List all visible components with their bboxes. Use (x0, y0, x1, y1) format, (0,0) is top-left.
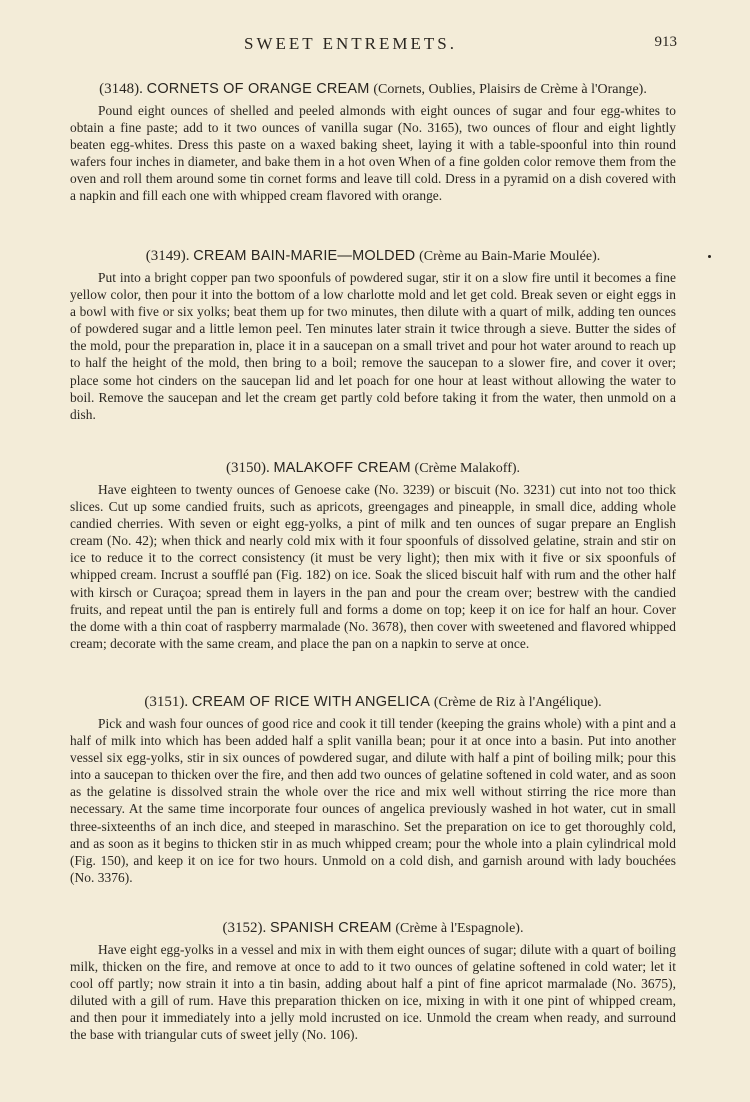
recipe-heading (70, 80, 676, 99)
recipe-heading (70, 459, 676, 478)
recipe-3151 (70, 693, 676, 886)
recipe-french-name: (Cornets, Oublies, Plaisirs de Crème à l'Orange). (373, 82, 647, 97)
recipe-number: (3152). (222, 920, 267, 936)
recipe-heading (70, 693, 676, 712)
recipe-body: Pound eight ounces of shelled and peeled almonds with eight ounces of sugar and four egg-whites to obtain a fine paste; add to it two ounces of vanilla sugar (No. 3165), two ounces of flour and eight lightly beaten egg-whites. Dress this paste on a waxed baking sheet, laying it with a table-spoonful into thin round wafers four inches in diameter, and bake them in a hot oven When of a fine golden color remove them from the oven and roll them around some tin cornet forms and leave till cold. Dress in a pyramid on a dish covered with a napkin and fill each one with whipped cream flavored with orange. (70, 103, 676, 204)
ink-speck (708, 255, 711, 258)
running-header (70, 34, 677, 56)
recipe-number: (3149). (145, 248, 190, 264)
recipe-body: Pick and wash four ounces of good rice and cook it till tender (keeping the grains whole) with a pint and a half of milk into which has been added half a split vanilla bean; pour it at once into a basin. Put into another vessel six egg-yolks, stir in six ounces of powdered sugar, and dilute with half a pint of boiling milk; pour this into a saucepan to thicken over the fire, and then add two ounces of gelatine softened in cold water, and as soon as the gelatine is dissolved strain the whole over the rice and mix well without stirring the rice more than necessary. At the same time incorporate four ounces of angelica previously washed in hot water, cut in small three-sixteenths of an inch dice, and steeped in maraschino. Set the preparation on ice to get thoroughly cold, and as soon as it begins to thicken stir in as much whipped cream; pour the whole into a plain cylindrical mold (Fig. 150), and keep it on ice for two hours. Unmold on a cold dish, and garnish around with lady bouchées (No. 3376). (70, 716, 676, 885)
recipe-heading (70, 919, 676, 938)
recipe-french-name: (Crème à l'Espagnole). (395, 921, 524, 936)
recipe-number: (3148). (99, 81, 143, 97)
running-title: SWEET ENTREMETS. (244, 34, 457, 53)
recipe-body: Put into a bright copper pan two spoonfuls of powdered sugar, stir it on a slow fire until it becomes a fine yellow color, then pour it into the bottom of a low charlotte mold and let get cold. Break seven or eight eggs in a bowl with five or six yolks; beat them up for two minutes, then dilute with a quart of milk, adding ten ounces of powdered sugar and a little lemon peel. Ten minutes later strain it twice through a sieve. Butter the sides of the mold, pour the preparation in, place it in a saucepan on a small trivet and pour hot water around to reach up to half the height of the mold, then bring to a boil; remove the saucepan to a slower fire, and cover it over; place some hot cinders on the saucepan lid and let poach for one hour at least without allowing the water to boil. Remove the saucepan and let the cream get partly cold before taking it from the water, then unmold on a dish. (70, 270, 676, 422)
recipe-number: (3150). (225, 460, 270, 476)
recipe-name: SPANISH CREAM (270, 920, 392, 936)
recipe-3152 (70, 919, 676, 1044)
recipe-french-name: (Crème Malakoff). (414, 461, 521, 476)
recipe-3150 (70, 459, 676, 652)
recipe-heading (70, 247, 676, 266)
recipe-number: (3151). (144, 694, 189, 710)
recipe-french-name: (Crème de Riz à l'Angélique). (433, 695, 602, 710)
recipe-french-name: (Crème au Bain-Marie Moulée). (419, 249, 601, 264)
recipe-name: MALAKOFF CREAM (273, 460, 411, 476)
recipe-name: CREAM BAIN-MARIE—MOLDED (193, 248, 416, 264)
recipe-body: Have eight egg-yolks in a vessel and mix in with them eight ounces of sugar; dilute with a quart of boiling milk, thicken on the fire, and remove at once to add to it two ounces of gelatine softened in cold water; let it cool off partly; now strain it into a tin basin, adding about half a pint of fine apricot marmalade (No. 3675), diluted with a gill of rum. Have this preparation thicken on ice, mixing in with it one pint of whipped cream, and then pour it immediately into a jelly mold incrusted on ice. Unmold the cream when ready, and surround the base with triangular cuts of sweet jelly (No. 106). (70, 942, 676, 1043)
recipe-3148 (70, 80, 676, 205)
recipe-body: Have eighteen to twenty ounces of Genoese cake (No. 3239) or biscuit (No. 3231) cut into not too thick slices. Cut up some candied fruits, such as apricots, greengages and pineapple, in small dice, adding whole candied cherries. With seven or eight egg-yolks, a pint of milk and ten ounces of sugar prepare an English cream (No. 42); when thick and nearly cold mix with it four spoonfuls of dissolved gelatine, strain and stir on ice to reduce it to the correct consistency (it must be very light); then mix with it five or six spoonfuls of whipped cream. Incrust a soufflé pan (Fig. 182) on ice. Soak the sliced biscuit half with rum and the other half with kirsch or Curaçoa; spread them in layers in the pan and pour the cream over; bestrew with the candied fruits, and repeat until the pan is entirely full and forms a dome on top; keep it on ice for half an hour. Cover the dome with a thin coat of raspberry marmalade (No. 3678), then cover with sweetened and flavored whipped cream; decorate with the same cream, and place the pan on a napkin to serve at once. (70, 482, 676, 651)
recipe-name: CREAM OF RICE WITH ANGELICA (191, 694, 431, 710)
recipe-name: CORNETS OF ORANGE CREAM (146, 81, 370, 97)
page-number: 913 (654, 34, 677, 50)
recipe-3149 (70, 247, 676, 423)
